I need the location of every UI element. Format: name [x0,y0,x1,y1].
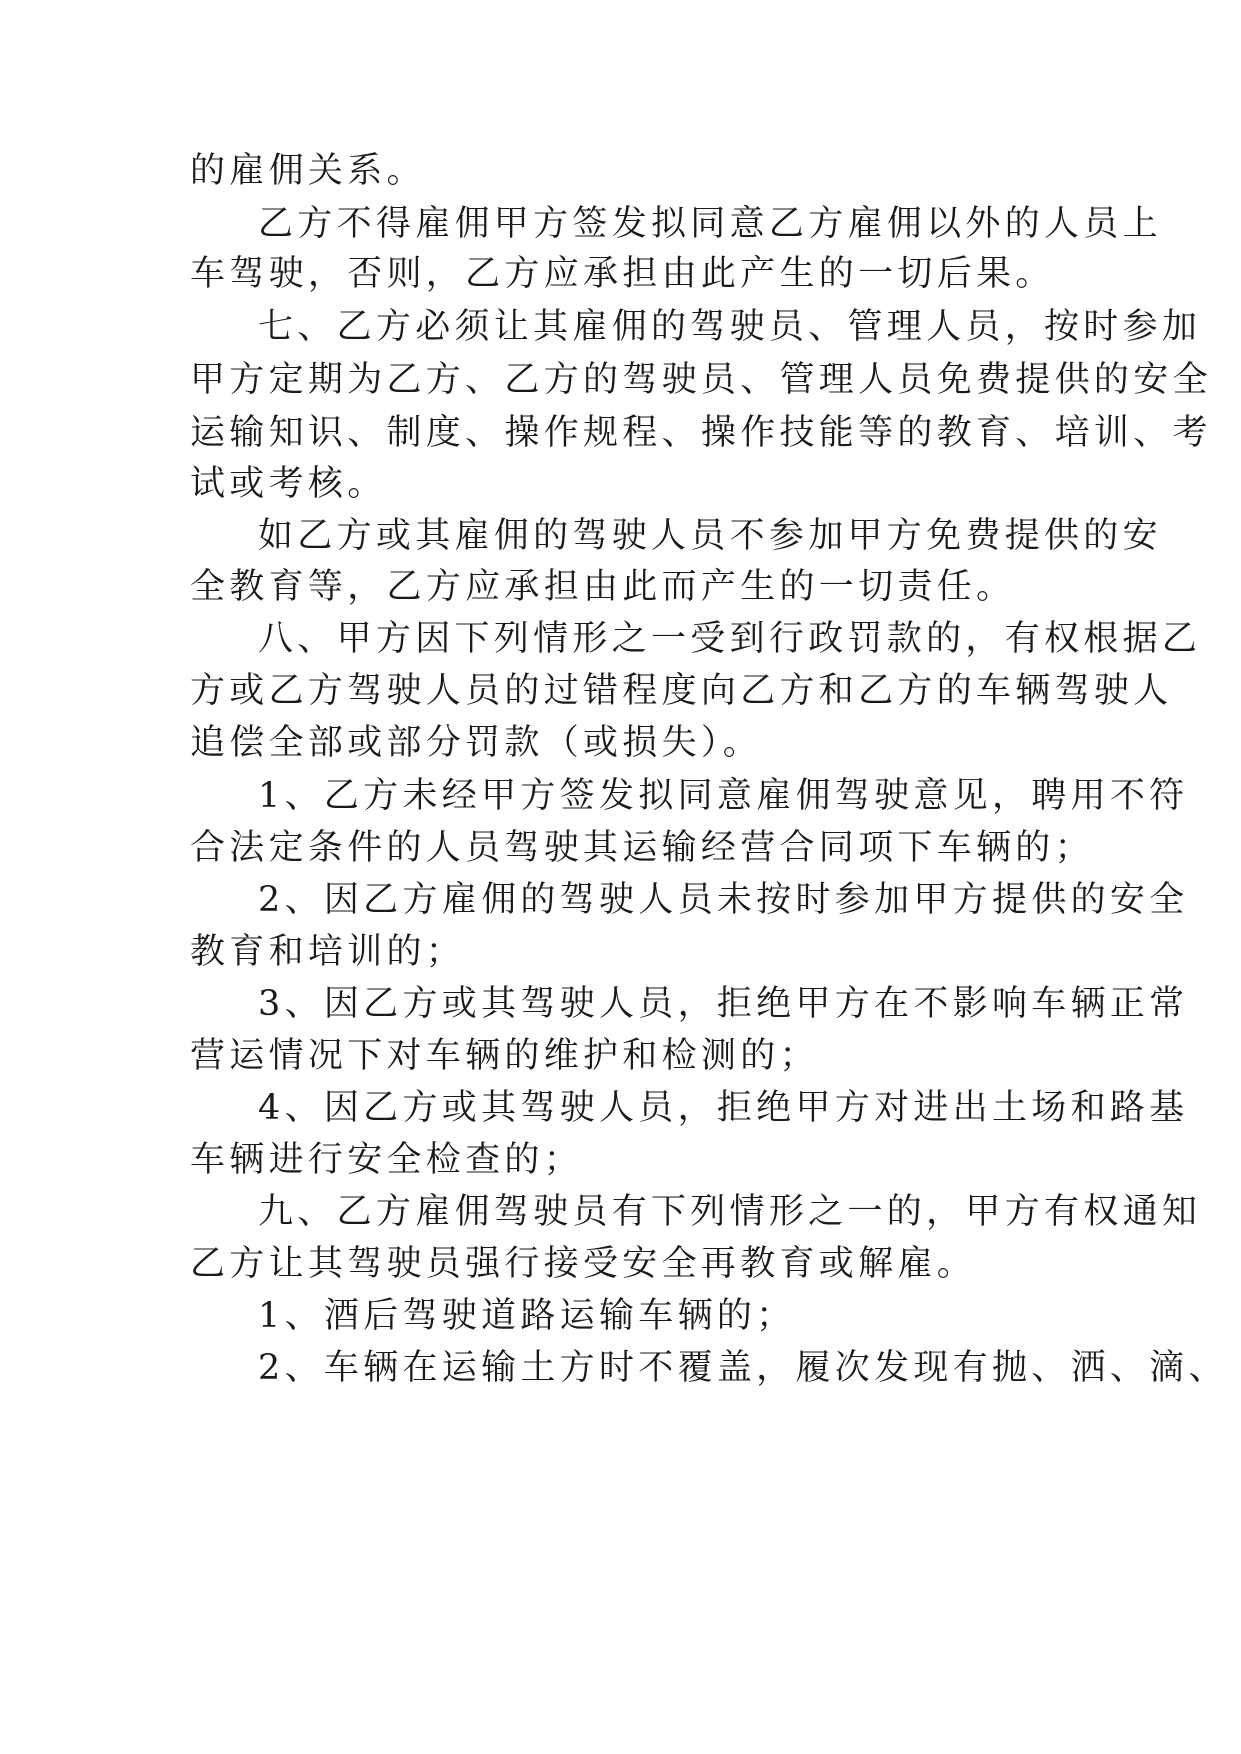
text-line: 的雇佣关系。 [190,151,426,191]
text-line: 车驾驶，否则，乙方应承担由此产生的一切后果。 [190,254,1055,294]
text-line: 1、乙方未经甲方签发拟同意雇佣驾驶意见，聘用不符 [258,776,1189,816]
text-line: 1、酒后驾驶道路运输车辆的； [258,1296,796,1336]
text-line: 合法定条件的人员驾驶其运输经营合同项下车辆的； [190,828,1094,868]
text-line: 甲方定期为乙方、乙方的驾驶员、管理人员免费提供的安全 [190,360,1212,400]
text-line: 乙方让其驾驶员强行接受安全再教育或解雇。 [190,1244,977,1284]
text-line: 2、车辆在运输土方时不覆盖，履次发现有抛、洒、滴、 [258,1348,1228,1388]
text-line: 车辆进行安全检查的； [190,1140,584,1180]
text-line: 4、因乙方或其驾驶人员，拒绝甲方对进出土场和路基 [258,1088,1189,1128]
text-line: 运输知识、制度、操作规程、操作技能等的教育、培训、考 [190,413,1212,453]
text-line: 2、因乙方雇佣的驾驶人员未按时参加甲方提供的安全 [258,880,1189,920]
text-line: 乙方不得雇佣甲方签发拟同意乙方雇佣以外的人员上 [258,204,1162,244]
text-line: 教育和培训的； [190,932,466,972]
text-line: 3、因乙方或其驾驶人员，拒绝甲方在不影响车辆正常 [258,984,1189,1024]
text-line: 九、乙方雇佣驾驶员有下列情形之一的，甲方有权通知 [258,1192,1202,1232]
text-line: 如乙方或其雇佣的驾驶人员不参加甲方免费提供的安 [258,516,1162,556]
text-line: 营运情况下对车辆的维护和检测的； [190,1036,819,1076]
text-line: 试或考核。 [190,464,387,504]
text-line: 七、乙方必须让其雇佣的驾驶员、管理人员，按时参加 [258,307,1202,347]
text-line: 八、甲方因下列情形之一受到行政罚款的，有权根据乙 [258,619,1202,659]
text-line: 方或乙方驾驶人员的过错程度向乙方和乙方的车辆驾驶人 [190,671,1173,711]
text-line: 追偿全部或部分罚款（或损失）。 [190,723,763,763]
text-line: 全教育等，乙方应承担由此而产生的一切责任。 [190,567,1016,607]
